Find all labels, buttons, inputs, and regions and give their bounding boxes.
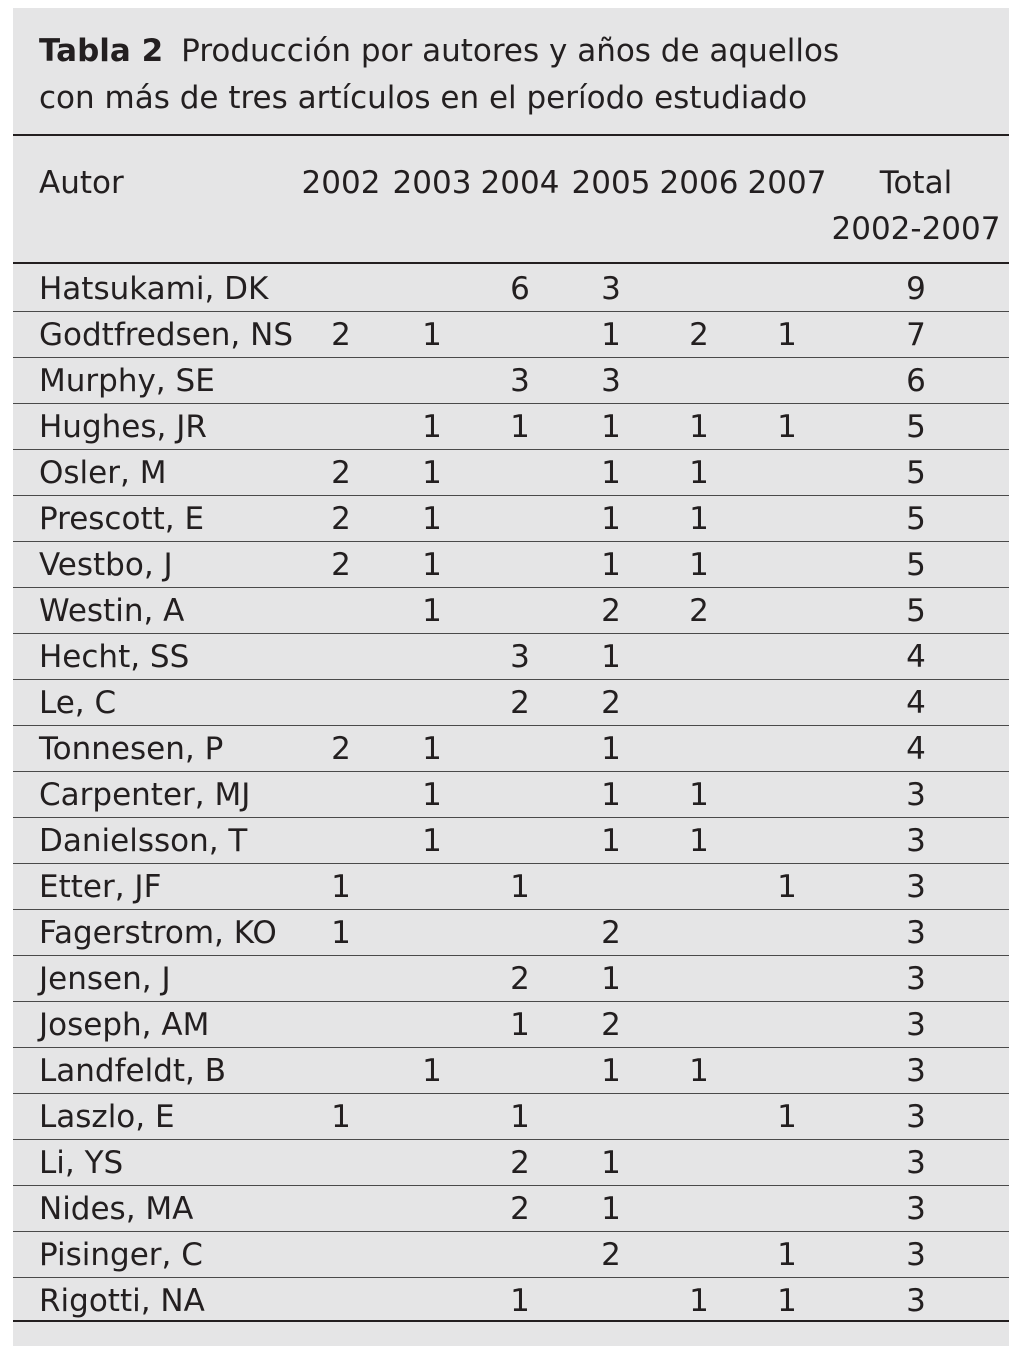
- count-cell-2004: [475, 496, 565, 542]
- count-cell-2003: [387, 864, 477, 910]
- count-cell-2003: 1: [422, 547, 442, 583]
- table-row: [13, 588, 1009, 634]
- author-cell: Westin, A: [39, 593, 185, 629]
- author-cell: Godtfredsen, NS: [39, 317, 293, 353]
- total-cell: 5: [906, 455, 926, 491]
- author-cell: Laszlo, E: [39, 1099, 175, 1135]
- table-row: [13, 1232, 1009, 1278]
- author-cell: Landfeldt, B: [39, 1053, 226, 1089]
- count-cell-2007: [742, 1002, 832, 1048]
- count-cell-2004: [475, 818, 565, 864]
- count-cell-2007: 1: [777, 869, 797, 905]
- count-cell-2002: 1: [331, 915, 351, 951]
- count-cell-2004: [475, 910, 565, 956]
- total-cell: 4: [906, 639, 926, 675]
- count-cell-2002: [296, 1278, 386, 1324]
- table-row: [13, 450, 1009, 496]
- count-cell-2002: [296, 404, 386, 450]
- count-cell-2006: 1: [689, 501, 709, 537]
- count-cell-2004: 1: [510, 409, 530, 445]
- author-cell: Carpenter, MJ: [39, 777, 251, 813]
- count-cell-2005: 1: [601, 455, 621, 491]
- count-cell-2006: [654, 1186, 744, 1232]
- count-cell-2003: [387, 266, 477, 312]
- author-cell: Li, YS: [39, 1145, 124, 1181]
- count-cell-2005: 1: [601, 409, 621, 445]
- count-cell-2002: [296, 680, 386, 726]
- count-cell-2002: 2: [331, 455, 351, 491]
- author-cell: Danielsson, T: [39, 823, 248, 859]
- count-cell-2002: [296, 772, 386, 818]
- count-cell-2003: 1: [422, 731, 442, 767]
- count-cell-2007: [742, 588, 832, 634]
- count-cell-2005: 1: [601, 501, 621, 537]
- author-cell: Hecht, SS: [39, 639, 190, 675]
- count-cell-2006: [654, 1002, 744, 1048]
- count-cell-2007: [742, 1048, 832, 1094]
- table-row: [13, 864, 1009, 910]
- count-cell-2004: 2: [510, 1145, 530, 1181]
- count-cell-2004: [475, 450, 565, 496]
- table-row: [13, 956, 1009, 1002]
- count-cell-2003: [387, 1094, 477, 1140]
- author-cell: Le, C: [39, 685, 117, 721]
- author-cell: Osler, M: [39, 455, 167, 491]
- header-year-2005: 2005: [571, 165, 651, 201]
- count-cell-2003: 1: [422, 593, 442, 629]
- count-cell-2005: [566, 864, 656, 910]
- header-year-2003: 2003: [392, 165, 472, 201]
- count-cell-2003: 1: [422, 823, 442, 859]
- total-cell: 3: [906, 961, 926, 997]
- count-cell-2007: 1: [777, 1237, 797, 1273]
- total-cell: 3: [906, 915, 926, 951]
- caption-line-1: Producción por autores y años de aquellos: [181, 33, 840, 69]
- count-cell-2004: [475, 1048, 565, 1094]
- count-cell-2003: [387, 634, 477, 680]
- count-cell-2005: 1: [601, 1191, 621, 1227]
- table-row: [13, 726, 1009, 772]
- header-bottom-rule: [13, 262, 1009, 264]
- count-cell-2003: 1: [422, 317, 442, 353]
- count-cell-2006: 1: [689, 823, 709, 859]
- count-cell-2006: [654, 726, 744, 772]
- count-cell-2007: [742, 358, 832, 404]
- author-cell: Tonnesen, P: [39, 731, 224, 767]
- total-cell: 9: [906, 271, 926, 307]
- count-cell-2006: [654, 956, 744, 1002]
- table-row: [13, 772, 1009, 818]
- total-cell: 6: [906, 363, 926, 399]
- author-cell: Murphy, SE: [39, 363, 215, 399]
- count-cell-2004: 2: [510, 685, 530, 721]
- author-cell: Pisinger, C: [39, 1237, 203, 1273]
- count-cell-2006: [654, 680, 744, 726]
- author-cell: Nides, MA: [39, 1191, 194, 1227]
- table-row: [13, 1278, 1009, 1324]
- count-cell-2006: 1: [689, 455, 709, 491]
- count-cell-2003: [387, 358, 477, 404]
- count-cell-2005: 2: [601, 1237, 621, 1273]
- count-cell-2003: 1: [422, 501, 442, 537]
- header-author: Autor: [39, 165, 124, 201]
- count-cell-2005: 1: [601, 639, 621, 675]
- count-cell-2004: 3: [510, 363, 530, 399]
- count-cell-2005: 1: [601, 961, 621, 997]
- total-cell: 3: [906, 1237, 926, 1273]
- author-cell: Vestbo, J: [39, 547, 173, 583]
- total-cell: 5: [906, 501, 926, 537]
- count-cell-2004: 6: [510, 271, 530, 307]
- count-cell-2007: [742, 1140, 832, 1186]
- header-year-2002: 2002: [301, 165, 381, 201]
- total-cell: 3: [906, 1145, 926, 1181]
- table-row: [13, 496, 1009, 542]
- total-cell: 3: [906, 1053, 926, 1089]
- count-cell-2005: 1: [601, 1145, 621, 1181]
- author-cell: Joseph, AM: [39, 1007, 210, 1043]
- count-cell-2005: 2: [601, 1007, 621, 1043]
- count-cell-2005: [566, 1278, 656, 1324]
- author-cell: Hatsukami, DK: [39, 271, 269, 307]
- table-row: [13, 266, 1009, 312]
- count-cell-2006: 1: [689, 547, 709, 583]
- total-cell: 4: [906, 731, 926, 767]
- count-cell-2006: 2: [689, 593, 709, 629]
- count-cell-2007: 1: [777, 409, 797, 445]
- count-cell-2004: 2: [510, 961, 530, 997]
- total-cell: 3: [906, 1283, 926, 1319]
- count-cell-2004: [475, 772, 565, 818]
- count-cell-2003: 1: [422, 777, 442, 813]
- count-cell-2002: [296, 1140, 386, 1186]
- table-caption: [39, 28, 989, 122]
- total-cell: 3: [906, 777, 926, 813]
- count-cell-2007: [742, 1186, 832, 1232]
- header-top-rule: [13, 134, 1009, 136]
- table-row: [13, 818, 1009, 864]
- count-cell-2006: [654, 266, 744, 312]
- table-row: [13, 910, 1009, 956]
- count-cell-2004: [475, 726, 565, 772]
- count-cell-2005: 1: [601, 777, 621, 813]
- total-cell: 5: [906, 547, 926, 583]
- table-panel: [13, 8, 1009, 1346]
- count-cell-2007: [742, 542, 832, 588]
- count-cell-2006: [654, 634, 744, 680]
- count-cell-2007: [742, 680, 832, 726]
- count-cell-2003: 1: [422, 409, 442, 445]
- author-cell: Etter, JF: [39, 869, 162, 905]
- total-cell: 3: [906, 1099, 926, 1135]
- count-cell-2004: [475, 312, 565, 358]
- author-cell: Fagerstrom, KO: [39, 915, 277, 951]
- count-cell-2006: 1: [689, 1283, 709, 1319]
- count-cell-2005: [566, 1094, 656, 1140]
- count-cell-2003: [387, 1278, 477, 1324]
- count-cell-2005: 3: [601, 363, 621, 399]
- count-cell-2006: [654, 1140, 744, 1186]
- count-cell-2002: 1: [331, 1099, 351, 1135]
- count-cell-2002: [296, 1048, 386, 1094]
- count-cell-2002: 2: [331, 547, 351, 583]
- count-cell-2004: 1: [510, 869, 530, 905]
- header-year-2004: 2004: [480, 165, 560, 201]
- count-cell-2002: [296, 358, 386, 404]
- table-row: [13, 1140, 1009, 1186]
- count-cell-2006: 2: [689, 317, 709, 353]
- count-cell-2006: [654, 358, 744, 404]
- count-cell-2002: [296, 1186, 386, 1232]
- total-cell: 4: [906, 685, 926, 721]
- count-cell-2007: [742, 266, 832, 312]
- table-row: [13, 358, 1009, 404]
- header-year-2007: 2007: [747, 165, 827, 201]
- count-cell-2006: [654, 1094, 744, 1140]
- count-cell-2005: 2: [601, 685, 621, 721]
- count-cell-2007: [742, 772, 832, 818]
- count-cell-2004: 1: [510, 1283, 530, 1319]
- count-cell-2002: [296, 818, 386, 864]
- count-cell-2003: [387, 910, 477, 956]
- table-row: [13, 1002, 1009, 1048]
- count-cell-2006: 1: [689, 777, 709, 813]
- table-row: [13, 312, 1009, 358]
- count-cell-2005: 1: [601, 317, 621, 353]
- author-cell: Rigotti, NA: [39, 1283, 205, 1319]
- count-cell-2003: [387, 680, 477, 726]
- count-cell-2004: 2: [510, 1191, 530, 1227]
- total-cell: 7: [906, 317, 926, 353]
- count-cell-2006: [654, 910, 744, 956]
- header-total-line-2: 2002-2007: [831, 211, 1001, 247]
- count-cell-2006: [654, 864, 744, 910]
- table-label: Tabla 2: [39, 33, 164, 69]
- count-cell-2002: [296, 1002, 386, 1048]
- table-row: [13, 1094, 1009, 1140]
- count-cell-2006: 1: [689, 1053, 709, 1089]
- count-cell-2007: [742, 910, 832, 956]
- table-row: [13, 1048, 1009, 1094]
- count-cell-2002: 2: [331, 731, 351, 767]
- total-cell: 3: [906, 823, 926, 859]
- total-cell: 3: [906, 869, 926, 905]
- count-cell-2005: 1: [601, 547, 621, 583]
- author-cell: Prescott, E: [39, 501, 205, 537]
- count-cell-2004: [475, 588, 565, 634]
- table-row: [13, 680, 1009, 726]
- count-cell-2006: [654, 1232, 744, 1278]
- count-cell-2007: [742, 818, 832, 864]
- total-cell: 3: [906, 1007, 926, 1043]
- total-cell: 5: [906, 409, 926, 445]
- count-cell-2007: [742, 496, 832, 542]
- count-cell-2007: [742, 956, 832, 1002]
- table-bottom-rule: [13, 1320, 1009, 1322]
- count-cell-2003: [387, 956, 477, 1002]
- count-cell-2004: 1: [510, 1007, 530, 1043]
- total-cell: 3: [906, 1191, 926, 1227]
- count-cell-2003: [387, 1140, 477, 1186]
- count-cell-2005: 3: [601, 271, 621, 307]
- count-cell-2002: [296, 266, 386, 312]
- count-cell-2003: [387, 1232, 477, 1278]
- table-row: [13, 1186, 1009, 1232]
- count-cell-2004: [475, 1232, 565, 1278]
- header-total-line-1: Total: [879, 165, 953, 201]
- table-row: [13, 542, 1009, 588]
- count-cell-2003: [387, 1002, 477, 1048]
- count-cell-2007: [742, 450, 832, 496]
- caption-line-2: con más de tres artículos en el período estudiado: [39, 80, 808, 116]
- count-cell-2002: 2: [331, 501, 351, 537]
- count-cell-2007: 1: [777, 1099, 797, 1135]
- count-cell-2004: 3: [510, 639, 530, 675]
- count-cell-2004: [475, 542, 565, 588]
- count-cell-2007: [742, 634, 832, 680]
- author-cell: Hughes, JR: [39, 409, 207, 445]
- count-cell-2006: 1: [689, 409, 709, 445]
- count-cell-2005: 1: [601, 1053, 621, 1089]
- count-cell-2002: 2: [331, 317, 351, 353]
- count-cell-2005: 1: [601, 731, 621, 767]
- count-cell-2007: 1: [777, 317, 797, 353]
- count-cell-2007: [742, 726, 832, 772]
- count-cell-2007: 1: [777, 1283, 797, 1319]
- count-cell-2002: [296, 1232, 386, 1278]
- count-cell-2002: [296, 634, 386, 680]
- count-cell-2003: [387, 1186, 477, 1232]
- count-cell-2005: 1: [601, 823, 621, 859]
- header-year-2006: 2006: [659, 165, 739, 201]
- count-cell-2003: 1: [422, 455, 442, 491]
- table-row: [13, 404, 1009, 450]
- count-cell-2003: 1: [422, 1053, 442, 1089]
- author-cell: Jensen, J: [39, 961, 171, 997]
- count-cell-2002: [296, 588, 386, 634]
- total-cell: 5: [906, 593, 926, 629]
- count-cell-2005: 2: [601, 593, 621, 629]
- count-cell-2002: 1: [331, 869, 351, 905]
- count-cell-2002: [296, 956, 386, 1002]
- header-total: [831, 160, 1001, 252]
- count-cell-2004: 1: [510, 1099, 530, 1135]
- count-cell-2005: 2: [601, 915, 621, 951]
- table-row: [13, 634, 1009, 680]
